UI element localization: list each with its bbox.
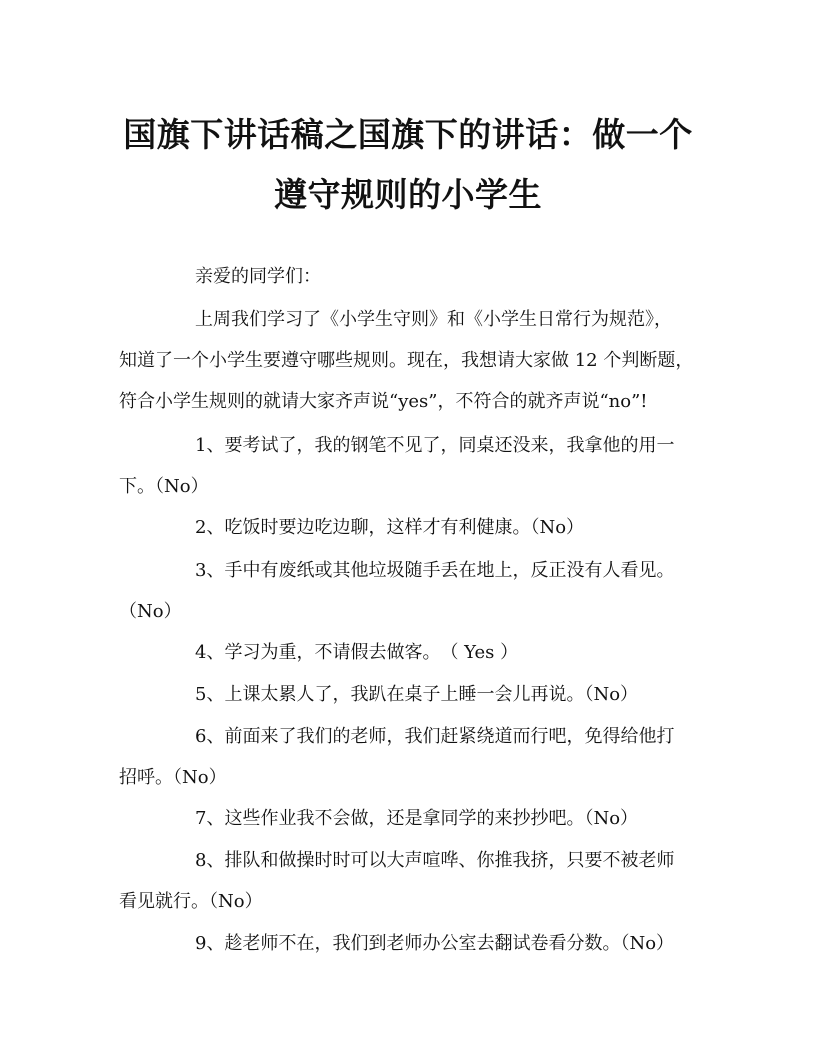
question-6-line-2: 招呼。（No） bbox=[119, 767, 227, 788]
question-7: 7、这些作业我不会做，还是拿同学的来抄抄吧。（No） bbox=[195, 808, 639, 829]
question-5: 5、上课太累人了，我趴在桌子上睡一会儿再说。（No） bbox=[195, 684, 639, 705]
intro-line-3: 符合小学生规则的就请大家齐声说“yes”，不符合的就齐声说“no”! bbox=[119, 391, 648, 412]
question-8-line-2: 看见就行。（No） bbox=[119, 891, 263, 912]
question-2: 2、吃饭时要边吃边聊，这样才有利健康。（No） bbox=[195, 517, 585, 538]
question-9: 9、趁老师不在，我们到老师办公室去翻试卷看分数。（No） bbox=[195, 933, 675, 954]
intro-line-1: 上周我们学习了《小学生守则》和《小学生日常行为规范》， bbox=[195, 309, 672, 330]
question-1-line-1: 1、要考试了，我的钢笔不见了，同桌还没来，我拿他的用一 bbox=[195, 435, 675, 456]
salutation: 亲爱的同学们： bbox=[195, 266, 321, 287]
intro-line-2: 知道了一个小学生要遵守哪些规则。现在，我想请大家做 12 个判断题， bbox=[119, 350, 694, 371]
question-4: 4、学习为重，不请假去做客。 （ Yes ） bbox=[195, 642, 519, 663]
question-6-line-1: 6、前面来了我们的老师，我们赶紧绕道而行吧，免得给他打 bbox=[195, 726, 675, 747]
question-3-line-1: 3、手中有废纸或其他垃圾随手丢在地上，反正没有人看见。 bbox=[195, 560, 675, 581]
question-3-line-2: （No） bbox=[119, 601, 182, 622]
document-title-line-1: 国旗下讲话稿之国旗下的讲话：做一个 bbox=[123, 115, 693, 154]
document-title-line-2: 遵守规则的小学生 bbox=[274, 175, 542, 214]
question-8-line-1: 8、排队和做操时时可以大声喧哗、你推我挤，只要不被老师 bbox=[195, 850, 675, 871]
question-1-line-2: 下。（No） bbox=[119, 476, 209, 497]
